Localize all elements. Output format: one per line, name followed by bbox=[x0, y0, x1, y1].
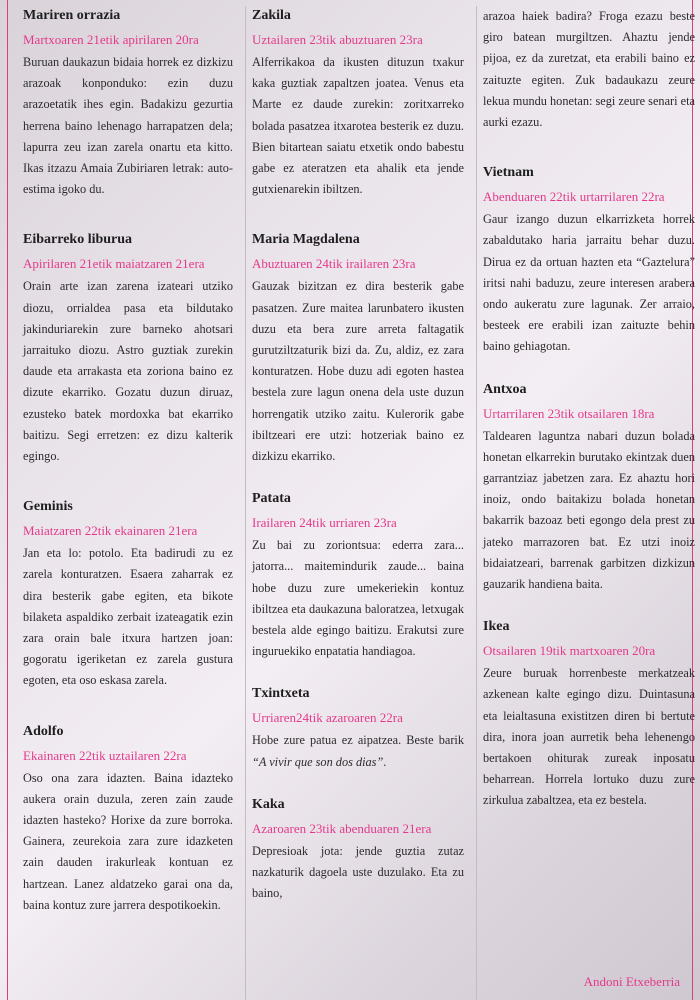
sign-dates: Ekainaren 22tik uztailaren 22ra bbox=[23, 747, 187, 763]
sign-text: Gauzak bizitzan ez dira besterik gabe pasatzen. Zure maitea larunbatero ikusten duzu eta bera zure arreta faltagatik gurutziltzaturik bizi da. Zu, aldiz, ez zara konturatzen. Hobe duzu adi egoten hastea bestela zure lagun onena dela uste duzun horrengatik utziko zaitu. Kulerorik gabe ibiltzeari ere utzi: hotzeriak baino ez dizkizu ekarriko. bbox=[252, 279, 464, 464]
sign-mariren-orrazia bbox=[23, 6, 233, 200]
sign-dates: Azaroaren 23tik abenduaren 21era bbox=[252, 820, 432, 836]
sign-name: Patata bbox=[252, 491, 291, 507]
column-3 bbox=[476, 6, 700, 1000]
sign-kaka-continued bbox=[483, 6, 695, 133]
sign-adolfo bbox=[23, 722, 233, 916]
sign-ikea bbox=[483, 617, 695, 811]
sign-text: Alferrikakoa da ikusten dituzun txakur kaka guztiak zapaltzen joatea. Venus eta Marte ez daude zurekin: zoritxarreko bolada pasatzea itxarotea besterik ez duzu. Bien bitartean saiatu etxetik ondo babestu gabe ez ateratzen eta ahalik eta jende gutxienarekin ibiltzen. bbox=[252, 55, 464, 197]
sign-eibarreko-liburua bbox=[23, 230, 233, 467]
sign-text bbox=[252, 730, 464, 772]
sign-name: Mariren orrazia bbox=[23, 8, 121, 23]
sign-name: Txintxeta bbox=[252, 686, 310, 702]
sign-text-quote: “A vivir que son dos dias” bbox=[252, 754, 384, 769]
sign-name: Adolfo bbox=[23, 723, 64, 739]
sign-text: Oso ona zara idazten. Baina idazteko aukera orain duzula, zeren zain zaude idazten hasteko? Horixe da zure borroka. Gainera, zeurekoia zara zure idazketen zain dauden irakurleak kontuan ez hartzean. Lanez aldatzeko garai ona da, baina kontuz zure jarrera despotikoekin. bbox=[23, 770, 233, 912]
horoscope-page bbox=[7, 0, 693, 1000]
sign-patata bbox=[252, 489, 464, 662]
sign-dates: Abuztuaren 24tik irailaren 23ra bbox=[252, 256, 416, 272]
sign-text: Buruan daukazun bidaia horrek ez dizkizu arazoak konponduko: ezin duzu arazoetatik ihes egin. Badakizu gezurtia herrena baino lehenago harrapatzen dela; lapurra zeu izan zarela onartu eta kitto. Ikas itzazu Amaia Zubiriaren letrak: auto-estima igoko du. bbox=[23, 55, 233, 197]
sign-vietnam bbox=[483, 163, 695, 357]
column-2 bbox=[245, 6, 470, 1000]
sign-kaka bbox=[252, 795, 464, 905]
sign-dates: Apirilaren 21etik maiatzaren 21era bbox=[23, 256, 205, 272]
sign-txintxeta bbox=[252, 684, 464, 772]
sign-text-main: Hobe zure patua ez aipatzea. Beste barik bbox=[252, 733, 464, 748]
sign-text: Jan eta lo: potolo. Eta badirudi zu ez zarela konturatzen. Esaera zaharrak ez dira besterik gabe egiten, eta bikote bilaketa aspaldiko zerbait izateagatik ezin zara orain bale itxura hartzen joan: gogoratu igeriketan ez zarela gustura egoten, eta oso eskasa zarela. bbox=[23, 546, 233, 688]
sign-name: Vietnam bbox=[483, 165, 534, 181]
sign-geminis bbox=[23, 497, 233, 691]
sign-text: Zu bai zu zoriontsua: ederra zara... jatorra... maitemindurik zaude... baina hobe duzu zure umekeriekin kontuz ibiltzea eta daukazuna baloratzea, letxugak bestela alde egingo baitizu. Erakutsi zure inguruekiko enpatatia handiagoa. bbox=[252, 538, 464, 659]
sign-text: Orain arte izan zarena izateari utziko diozu, orrialdea pasa eta bildutako jakinduriarekin zure barneko ahotsari jarraituko diozu. Astro guztiak zurekin daude eta arrakasta eta zoriona baino ez dizute ekarriko. Gozatu duzun diruaz, ezusteko batek mordoxka bat ekarriko baitizu. Segi erretzen: ez dizu kalterik egingo. bbox=[23, 279, 233, 464]
sign-name: Zakila bbox=[252, 8, 291, 23]
sign-name: Geminis bbox=[23, 499, 73, 515]
author-credit: Andoni Etxeberria bbox=[583, 974, 680, 989]
sign-dates: Urriaren24tik azaroaren 22ra bbox=[252, 710, 403, 726]
sign-name: Kaka bbox=[252, 796, 285, 812]
sign-dates: Martxoaren 21etik apirilaren 20ra bbox=[23, 32, 199, 47]
sign-dates: Abenduaren 22tik urtarrilaren 22ra bbox=[483, 189, 665, 205]
sign-text-end: . bbox=[383, 754, 387, 769]
column-1 bbox=[17, 6, 239, 1000]
sign-dates: Urtarrilaren 23tik otsailaren 18ra bbox=[483, 405, 655, 421]
sign-name: Eibarreko liburua bbox=[23, 232, 133, 248]
sign-maria-magdalena bbox=[252, 230, 464, 467]
sign-dates: Maiatzaren 22tik ekainaren 21era bbox=[23, 523, 198, 539]
sign-name: Ikea bbox=[483, 619, 510, 635]
sign-text: Depresioak jota: jende guztia zutaz nazkaturik dagoela uste duzulako. Eta zu baino, bbox=[252, 843, 464, 901]
sign-antxoa bbox=[483, 380, 695, 596]
sign-dates: Irailaren 24tik urriaren 23ra bbox=[252, 515, 397, 531]
sign-dates: Uztailaren 23tik abuztuaren 23ra bbox=[252, 32, 423, 47]
sign-text: Taldearen laguntza nabari duzun bolada honetan elkarrekin burutako ekintzak duen garrantziaz jabetzen zara. Ez ahaztu hori inoiz, ondo baitakizu bolada honetan bakarrik bazoaz beti egongo dela prest zu jateko marrazoren bat. Ez utzi inoiz bidaiatzeari, barrenak garbitzen dizkizun gauzarik handiena baita. bbox=[483, 428, 695, 592]
sign-text: arazoa haiek badira? Froga ezazu beste giro batean murgiltzen. Ahaztu jende pijoa, ez da zuretzat, eta erabili baino ez zaituzte egiten. Zuk badaukazu zeure lekua mundu honetan: segi zeure senari eta aurki ezazu. bbox=[483, 9, 695, 130]
sign-zakila bbox=[252, 6, 464, 200]
sign-name: Antxoa bbox=[483, 381, 527, 397]
sign-text: Gaur izango duzun elkarrizketa horrek zabaldutako haria jarraitu behar duzu. Dirua ez da ortuan hazten eta “Gaztelura” iritsi nahi baduzu, zeure interesen arabera ondo aukeratu zure lagunak. Zer arraio, besteek ere erabili izan zaituzte behin baino gehiagotan. bbox=[483, 212, 695, 354]
sign-name: Maria Magdalena bbox=[252, 232, 360, 248]
sign-text: Zeure buruak horrenbeste merkatzeak azkenean kalte egingo dizu. Duintasuna eta leialtasuna existitzen diren bi bertute dira, inora joan aurretik beha lehenengo bertakoen ohiturak zureak inposatu beharrean. Horrela lortuko duzu zure zirkulua zabaltzea, eta ez bestela. bbox=[483, 666, 695, 808]
sign-dates: Otsailaren 19tik martxoaren 20ra bbox=[483, 643, 656, 659]
